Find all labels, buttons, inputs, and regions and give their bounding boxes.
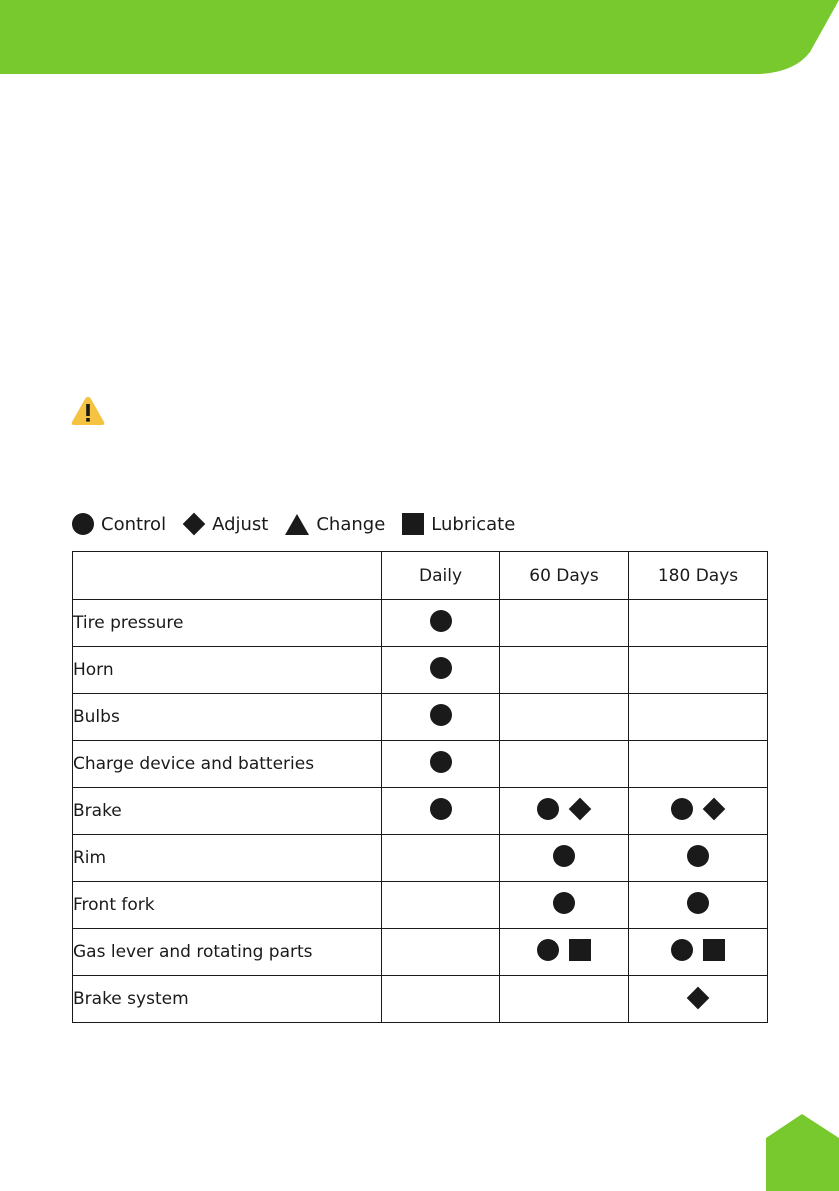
schedule-cell <box>382 741 500 788</box>
legend-item-change <box>285 514 385 535</box>
row-item-label: Front fork <box>73 882 382 929</box>
circle-icon <box>72 513 94 535</box>
schedule-cell <box>500 741 629 788</box>
diamond-icon <box>183 513 206 536</box>
schedule-cell <box>382 929 500 976</box>
schedule-cell <box>382 976 500 1023</box>
table-row <box>73 741 768 788</box>
circle-icon <box>430 657 452 679</box>
schedule-cell <box>500 600 629 647</box>
schedule-cell <box>382 647 500 694</box>
diamond-icon <box>703 797 726 820</box>
table-row <box>73 694 768 741</box>
row-item-label: Brake <box>73 788 382 835</box>
circle-icon <box>687 892 709 914</box>
circle-icon <box>430 751 452 773</box>
legend-label: Lubricate <box>431 513 516 535</box>
schedule-cell <box>500 647 629 694</box>
schedule-cell <box>500 882 629 929</box>
circle-icon <box>553 892 575 914</box>
schedule-cell <box>629 976 768 1023</box>
legend-label: Adjust <box>212 513 269 535</box>
schedule-cell <box>500 694 629 741</box>
table-row <box>73 976 768 1023</box>
legend-label: Change <box>316 513 386 535</box>
page-tab <box>766 1112 839 1191</box>
table-row <box>73 647 768 694</box>
maintenance-table <box>72 551 768 1023</box>
schedule-cell <box>500 788 629 835</box>
table-header-row <box>73 552 768 600</box>
schedule-cell <box>629 600 768 647</box>
square-icon <box>569 939 591 961</box>
header-band <box>0 0 839 76</box>
schedule-cell <box>382 882 500 929</box>
legend-item-lubricate <box>402 513 515 535</box>
row-item-label: Gas lever and rotating parts <box>73 929 382 976</box>
schedule-cell <box>500 835 629 882</box>
header-60-days: 60 Days <box>500 552 629 600</box>
schedule-cell <box>629 741 768 788</box>
schedule-cell <box>629 882 768 929</box>
table-row <box>73 882 768 929</box>
row-item-label: Horn <box>73 647 382 694</box>
header-item <box>73 552 382 600</box>
schedule-cell <box>629 647 768 694</box>
circle-icon <box>671 939 693 961</box>
header-daily: Daily <box>382 552 500 600</box>
table-row <box>73 600 768 647</box>
legend <box>72 510 515 538</box>
legend-label: Control <box>101 513 167 535</box>
schedule-cell <box>382 835 500 882</box>
schedule-cell <box>629 929 768 976</box>
schedule-cell <box>382 694 500 741</box>
circle-icon <box>671 798 693 820</box>
table-row <box>73 929 768 976</box>
circle-icon <box>537 939 559 961</box>
table-row <box>73 788 768 835</box>
triangle-icon <box>285 514 309 535</box>
diamond-icon <box>569 797 592 820</box>
row-item-label: Bulbs <box>73 694 382 741</box>
row-item-label: Tire pressure <box>73 600 382 647</box>
diamond-icon <box>687 987 710 1010</box>
square-icon <box>402 513 424 535</box>
header-180-days: 180 Days <box>629 552 768 600</box>
schedule-cell <box>629 788 768 835</box>
circle-icon <box>430 798 452 820</box>
row-item-label: Rim <box>73 835 382 882</box>
schedule-cell <box>382 600 500 647</box>
schedule-cell <box>629 694 768 741</box>
circle-icon <box>430 610 452 632</box>
legend-item-adjust <box>183 513 268 535</box>
schedule-cell <box>629 835 768 882</box>
square-icon <box>703 939 725 961</box>
circle-icon <box>553 845 575 867</box>
schedule-cell <box>500 929 629 976</box>
schedule-cell <box>500 976 629 1023</box>
row-item-label: Charge device and batteries <box>73 741 382 788</box>
row-item-label: Brake system <box>73 976 382 1023</box>
table-row <box>73 835 768 882</box>
warning-icon <box>70 395 106 427</box>
circle-icon <box>537 798 559 820</box>
legend-item-control <box>72 513 166 535</box>
schedule-cell <box>382 788 500 835</box>
circle-icon <box>687 845 709 867</box>
circle-icon <box>430 704 452 726</box>
